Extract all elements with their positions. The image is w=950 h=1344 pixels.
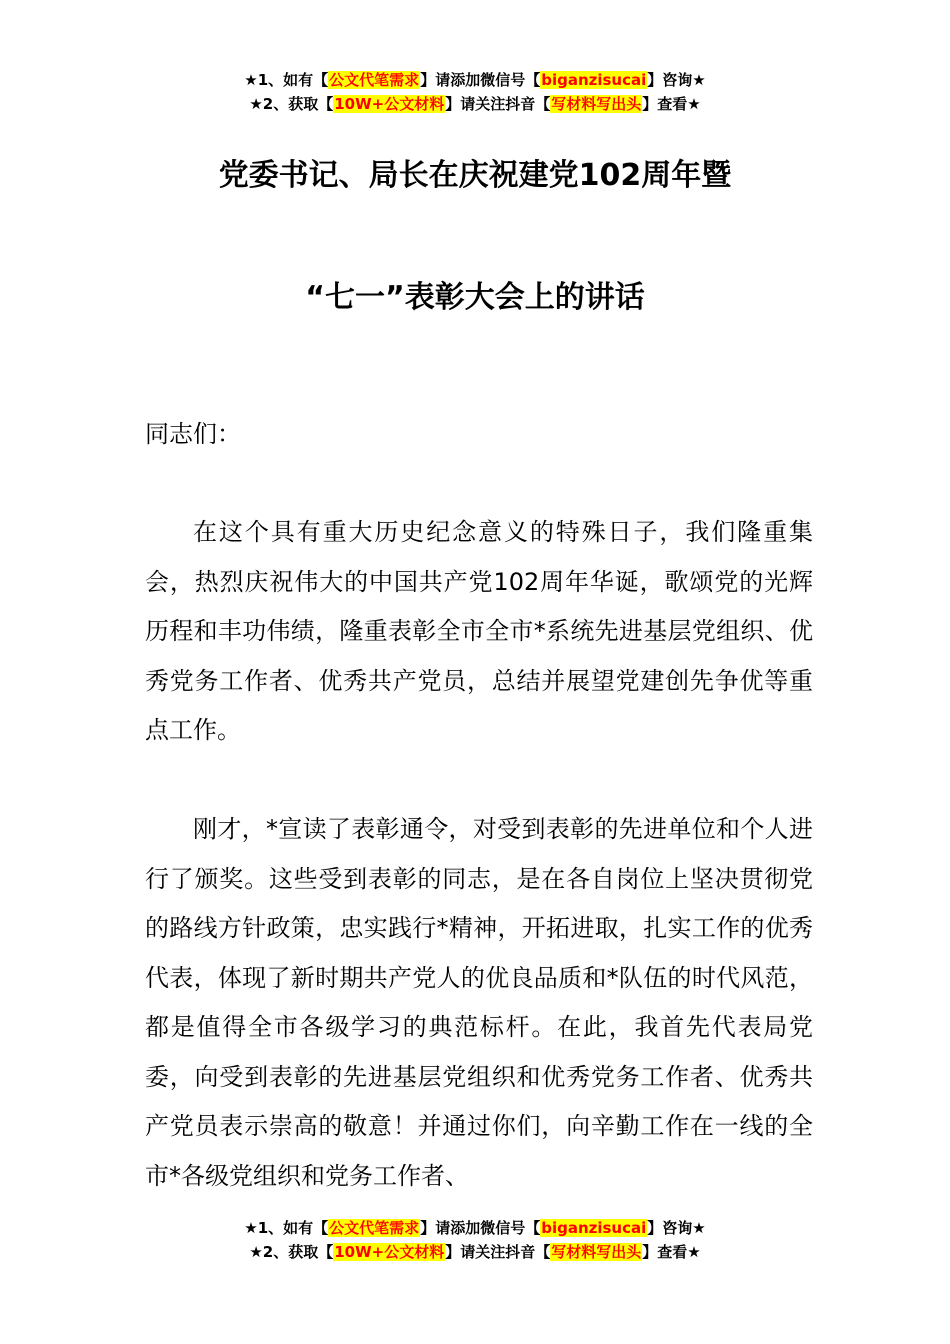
paragraph-2: 刚才，*宣读了表彰通令，对受到表彰的先进单位和个人进行了颁奖。这些受到表彰的同志，是在各自岗位上坚决贯彻党的路线方针政策，忠实践行*精神，开拓进取，扎实工作的优秀代表，体现了新时期共产党人的优良品质和*队伍的时代风范，都是值得全市各级学习的典范标杆。在此，我首先代表局党委，向受到表彰的先进基层党组织和优秀党务工作者、优秀共产党员表示崇高的敬意！并通过你们，向辛勤工作在一线的全市*各级党组织和党务工作者、	[145, 815, 813, 1190]
highlight-douyin-account: 写材料写出头	[551, 95, 642, 113]
highlight-douyin-account: 写材料写出头	[551, 1243, 642, 1261]
footer-banner	[0, 1216, 950, 1264]
highlight-materials: 10W+公文材料	[334, 95, 445, 113]
banner-line-1: ★1、如有【公文代笔需求】请添加微信号【biganzisucai】咨询★	[244, 1219, 706, 1237]
highlight-service: 公文代笔需求	[329, 71, 420, 89]
document-title-line-1: 党委书记、局长在庆祝建党102周年暨	[218, 158, 732, 193]
highlight-materials: 10W+公文材料	[334, 1243, 445, 1261]
highlight-wechat-id: biganzisucai	[541, 71, 647, 89]
banner-line-1: ★1、如有【公文代笔需求】请添加微信号【biganzisucai】咨询★	[244, 71, 706, 89]
header-banner	[0, 68, 950, 116]
document-title-line-2: “七一”表彰大会上的讲话	[305, 280, 645, 315]
banner-line-2: ★2、获取【10W+公文材料】请关注抖音【写材料写出头】查看★	[249, 95, 701, 113]
banner-line-2: ★2、获取【10W+公文材料】请关注抖音【写材料写出头】查看★	[249, 1243, 701, 1261]
highlight-wechat-id: biganzisucai	[541, 1219, 647, 1237]
salutation: 同志们：	[145, 420, 241, 448]
paragraph-1: 在这个具有重大历史纪念意义的特殊日子，我们隆重集会，热烈庆祝伟大的中国共产党102周年华诞，歌颂党的光辉历程和丰功伟绩，隆重表彰全市全市*系统先进基层党组织、优秀党务工作者、优秀共产党员，总结并展望党建创先争优等重点工作。	[145, 518, 813, 744]
highlight-service: 公文代笔需求	[329, 1219, 420, 1237]
